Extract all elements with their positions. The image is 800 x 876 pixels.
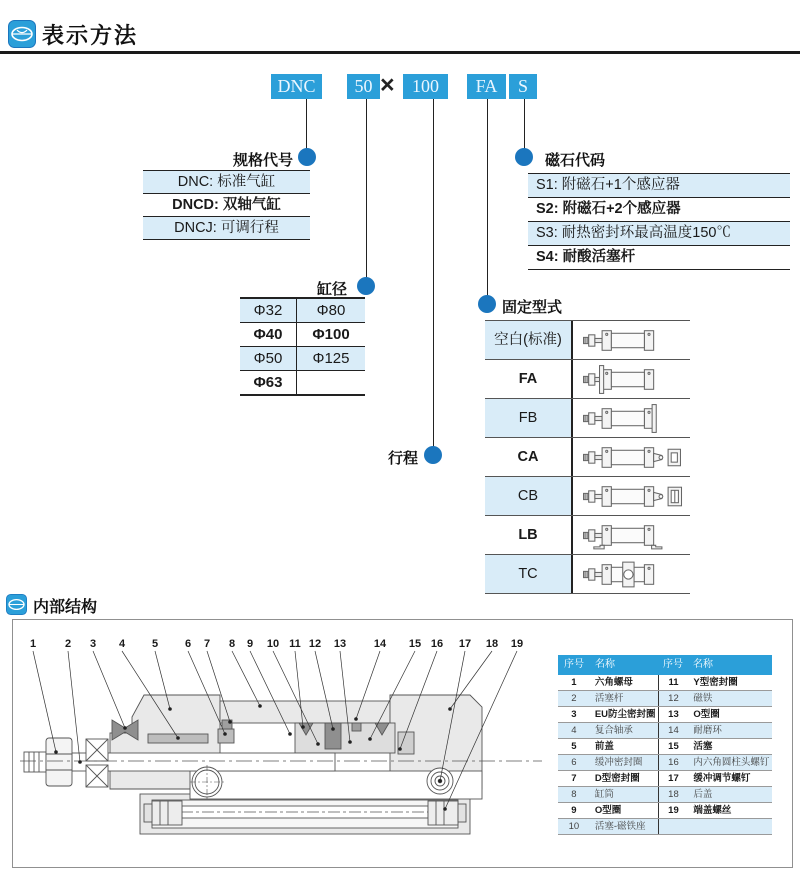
callout-number: 8 <box>228 638 236 650</box>
mounting-table <box>485 320 690 594</box>
parts-cell: 5 <box>571 741 577 752</box>
bore-row <box>240 370 365 394</box>
mounting-type-label: CB <box>485 477 573 515</box>
mounting-label: 固定型式 <box>502 299 563 316</box>
parts-cell: 17 <box>658 771 689 786</box>
brand-icon <box>8 20 36 48</box>
mounting-row <box>485 516 690 555</box>
bore-row <box>240 346 365 370</box>
parts-cell: 缸筒 <box>594 789 614 800</box>
bore-cell: Φ125 <box>296 347 365 370</box>
model-code-stroke: 100 <box>403 74 448 99</box>
magnet-bullet <box>515 148 533 166</box>
parts-table-row <box>558 803 772 819</box>
mounting-diagram-cell <box>573 360 690 398</box>
callout-number: 19 <box>510 638 524 650</box>
bore-cell: Φ63 <box>253 374 283 391</box>
stroke-bullet <box>424 446 442 464</box>
mounting-type-label: TC <box>485 555 573 593</box>
parts-cell: 内六角圆柱头螺钉 <box>693 757 770 768</box>
model-code-mounting: FA <box>467 74 506 99</box>
parts-cell: 缓冲密封圈 <box>594 757 643 768</box>
magnet-code-table <box>528 173 790 270</box>
parts-table-row <box>558 707 772 723</box>
spec-code-bullet <box>298 148 316 166</box>
callout-number: 11 <box>289 638 301 650</box>
bore-cell <box>296 371 365 394</box>
mounting-row <box>485 360 690 399</box>
header-rule <box>0 51 800 54</box>
parts-table-row <box>558 755 772 771</box>
parts-cell <box>688 819 772 834</box>
callout-number: 12 <box>308 638 322 650</box>
bore-row <box>240 322 365 346</box>
parts-cell: D型密封圈 <box>594 773 640 784</box>
cylinder-cross-section <box>20 634 548 864</box>
parts-cell: 11 <box>658 675 689 690</box>
connector-line <box>487 99 488 297</box>
parts-cell: 活塞杆 <box>594 693 624 704</box>
callout-number: 2 <box>64 638 72 650</box>
bore-bullet <box>357 277 375 295</box>
magnet-code-label: 磁石代码 <box>545 152 606 169</box>
parts-header-cell: 序号 <box>663 659 683 670</box>
model-code-magnet: S <box>509 74 537 99</box>
bore-cell: Φ80 <box>296 299 365 322</box>
callout-number: 3 <box>89 638 97 650</box>
bore-label: 缸径 <box>317 281 348 298</box>
parts-cell: 2 <box>571 693 577 704</box>
parts-header-cell: 名称 <box>595 659 615 670</box>
parts-table-header <box>558 655 772 675</box>
cylinder-diagram-LB <box>580 519 684 552</box>
parts-cell: 1 <box>571 677 577 688</box>
connector-line <box>433 99 434 448</box>
model-code-bore: 50 <box>347 74 380 99</box>
stroke-label: 行程 <box>388 450 419 467</box>
spec-code-table <box>143 170 310 240</box>
bore-cell: Φ32 <box>253 302 283 319</box>
parts-cell: 14 <box>658 723 689 738</box>
mounting-bullet <box>478 295 496 313</box>
cylinder-diagram-FB <box>580 402 684 435</box>
parts-cell: 后盖 <box>693 789 713 800</box>
mounting-type-label: LB <box>485 516 573 554</box>
parts-cell: 13 <box>658 707 689 722</box>
section-icon <box>6 594 27 615</box>
parts-cell: 4 <box>571 725 577 736</box>
callout-number: 14 <box>373 638 387 650</box>
cylinder-diagram-CA <box>580 441 684 474</box>
callout-number: 16 <box>430 638 444 650</box>
parts-cell: 前盖 <box>594 741 614 752</box>
callout-number: 10 <box>266 638 280 650</box>
parts-header-cell: 序号 <box>564 659 584 670</box>
connector-line <box>306 99 307 149</box>
mounting-diagram-cell <box>573 399 690 437</box>
callout-number: 7 <box>203 638 211 650</box>
callout-number: 1 <box>29 638 37 650</box>
parts-cell <box>658 819 689 834</box>
spec-code-label: 规格代号 <box>232 152 293 169</box>
parts-cell: 活塞-磁铁座 <box>594 821 646 832</box>
parts-cell: 10 <box>568 821 580 832</box>
parts-header-cell: 名称 <box>693 659 713 670</box>
parts-cell: 磁铁 <box>693 693 713 704</box>
parts-table-row <box>558 691 772 707</box>
callout-number: 5 <box>151 638 159 650</box>
mounting-row <box>485 555 690 594</box>
spec-code-row: DNCD: 双轴气缸 <box>143 193 310 216</box>
magnet-code-row: S3: 耐热密封环最高温度150℃ <box>528 221 790 245</box>
bore-cell: Φ40 <box>253 326 283 343</box>
bore-cell: Φ100 <box>296 323 365 346</box>
mounting-type-label: FA <box>485 360 573 398</box>
parts-cell: 活塞 <box>693 741 713 752</box>
parts-cell: 缓冲调节螺钉 <box>693 773 751 784</box>
magnet-code-row: S4: 耐酸活塞杆 <box>528 245 790 270</box>
callout-number: 6 <box>184 638 192 650</box>
parts-cell: 6 <box>571 757 577 768</box>
times-separator: × <box>380 71 395 99</box>
parts-table-row <box>558 675 772 691</box>
cylinder-diagram-TC <box>580 558 684 591</box>
callout-number: 13 <box>333 638 347 650</box>
parts-cell: 3 <box>571 709 577 720</box>
bore-table <box>240 297 365 396</box>
mounting-diagram-cell <box>573 321 690 359</box>
cylinder-diagram-FA <box>580 363 684 396</box>
internal-structure-title: 内部结构 <box>33 599 98 616</box>
bore-row <box>240 299 365 322</box>
parts-cell: 7 <box>571 773 577 784</box>
callout-number: 18 <box>485 638 499 650</box>
parts-table-row <box>558 771 772 787</box>
parts-cell: 12 <box>658 691 689 706</box>
callout-number: 17 <box>458 638 472 650</box>
parts-cell: 六角螺母 <box>594 677 633 688</box>
mounting-type-label: 空白(标准) <box>485 321 573 359</box>
callout-number: 15 <box>408 638 422 650</box>
callout-number: 9 <box>246 638 254 650</box>
parts-table-row <box>558 819 772 835</box>
parts-cell: 端盖螺丝 <box>693 805 732 816</box>
parts-cell: O型圈 <box>693 709 720 720</box>
parts-table-row <box>558 787 772 803</box>
connector-line <box>366 99 367 278</box>
mounting-diagram-cell <box>573 477 690 515</box>
parts-cell: Y型密封圈 <box>693 677 738 688</box>
parts-cell: 16 <box>658 755 689 770</box>
mounting-row <box>485 477 690 516</box>
page-title: 表示方法 <box>42 23 139 48</box>
mounting-type-label: CA <box>485 438 573 476</box>
parts-cell: 9 <box>571 805 577 816</box>
mounting-diagram-cell <box>573 516 690 554</box>
callout-number: 4 <box>118 638 126 650</box>
magnet-code-row: S1: 附磁石+1个感应器 <box>528 173 790 197</box>
spec-code-row: DNC: 标准气缸 <box>143 170 310 193</box>
parts-table-row <box>558 723 772 739</box>
spec-code-row: DNCJ: 可调行程 <box>143 216 310 240</box>
parts-cell: 8 <box>571 789 577 800</box>
mounting-row <box>485 438 690 477</box>
mounting-diagram-cell <box>573 438 690 476</box>
mounting-row <box>485 321 690 360</box>
parts-table <box>558 655 772 835</box>
model-code-prefix: DNC <box>271 74 322 99</box>
mounting-type-label: FB <box>485 399 573 437</box>
parts-cell: 19 <box>658 803 689 818</box>
mounting-row <box>485 399 690 438</box>
parts-table-row <box>558 739 772 755</box>
mounting-diagram-cell <box>573 555 690 593</box>
cylinder-diagram-CB <box>580 480 684 513</box>
parts-cell: 18 <box>658 787 689 802</box>
parts-cell: 耐磨环 <box>693 725 722 736</box>
parts-cell: 复合轴承 <box>594 725 633 736</box>
bore-cell: Φ50 <box>253 350 283 367</box>
parts-cell: O型圈 <box>594 805 622 816</box>
parts-cell: EU防尘密封圈 <box>594 709 656 720</box>
cylinder-diagram-blank <box>580 324 684 357</box>
magnet-code-row: S2: 附磁石+2个感应器 <box>528 197 790 221</box>
parts-cell: 15 <box>658 739 689 754</box>
connector-line <box>524 99 525 149</box>
